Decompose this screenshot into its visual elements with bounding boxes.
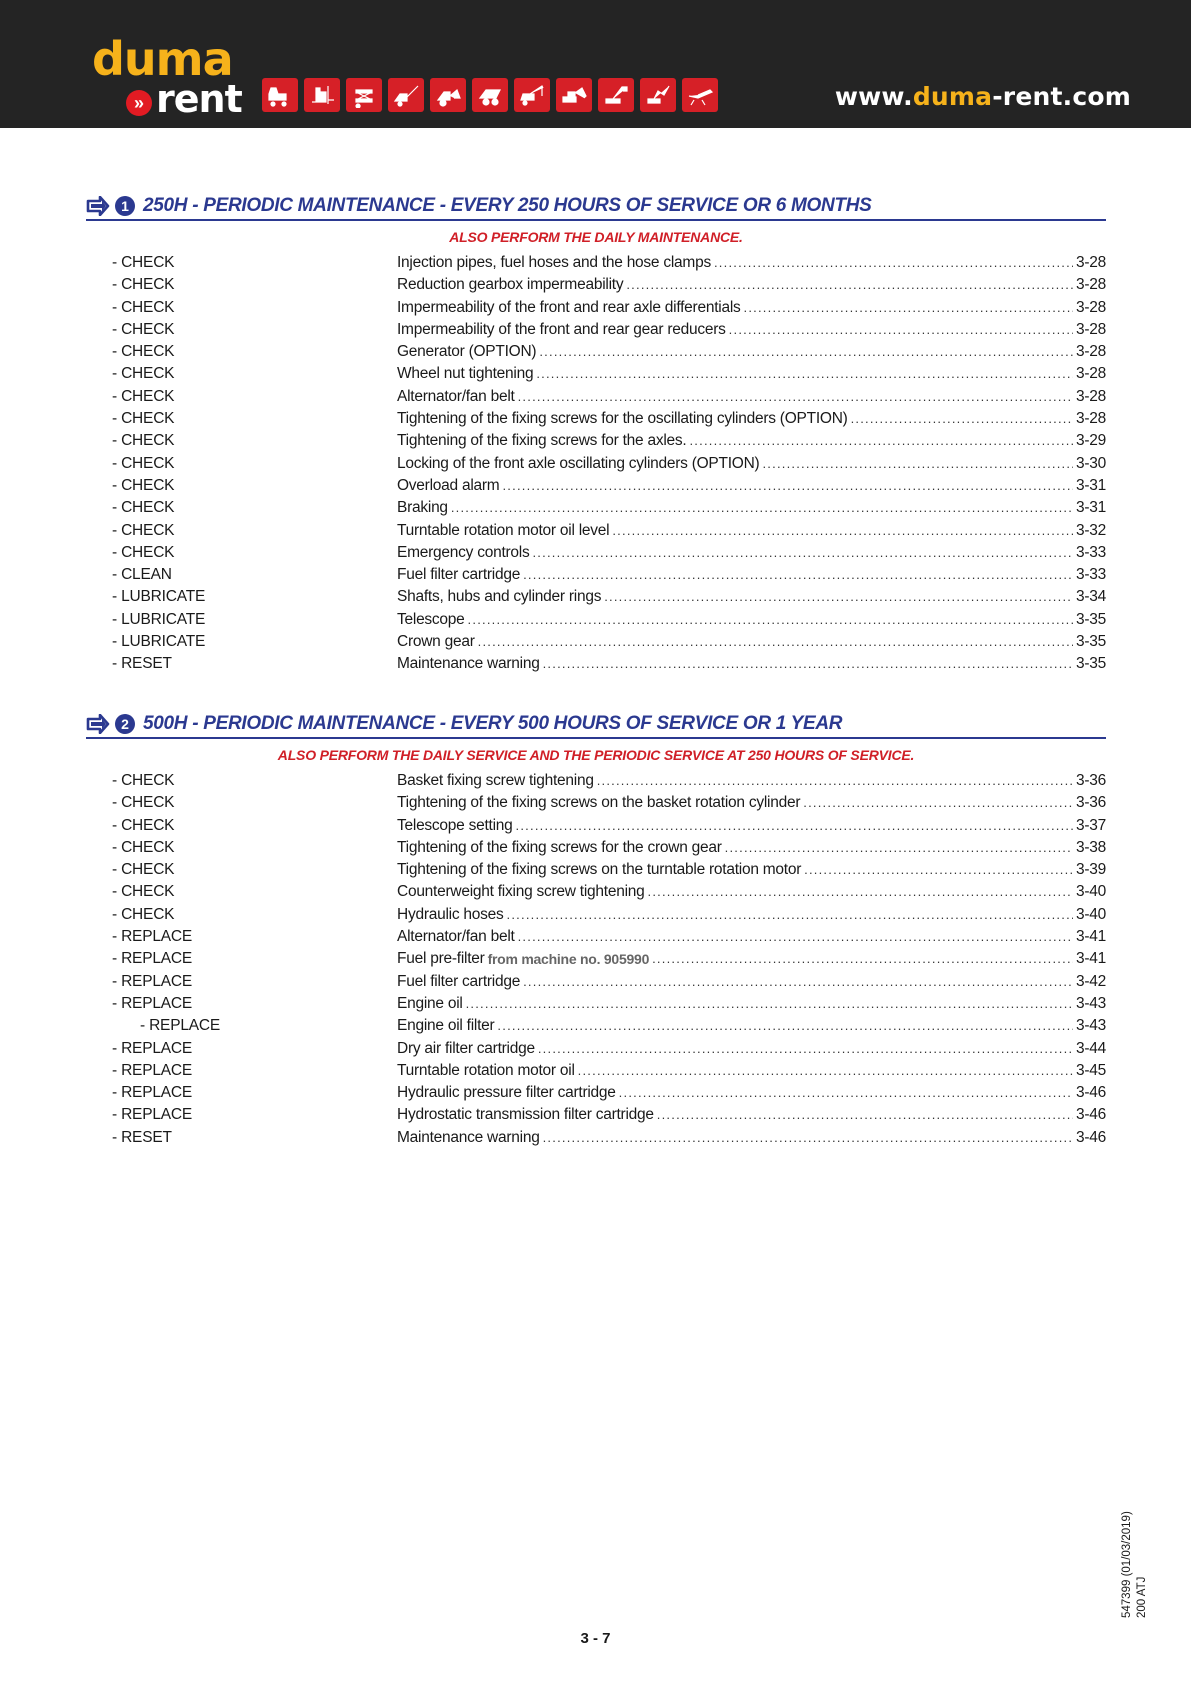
maintenance-description bbox=[397, 386, 1106, 408]
page-reference[interactable]: 3-40 bbox=[1075, 883, 1106, 901]
maintenance-row bbox=[86, 363, 1106, 385]
description-text: Basket fixing screw tightening bbox=[397, 772, 594, 789]
maintenance-row bbox=[86, 837, 1106, 859]
maintenance-action: - CHECK bbox=[112, 838, 175, 856]
description-text: Shafts, hubs and cylinder rings bbox=[397, 588, 602, 606]
maintenance-action: - REPLACE bbox=[112, 1061, 193, 1079]
maintenance-row bbox=[86, 542, 1106, 564]
maintenance-row bbox=[86, 792, 1106, 814]
maintenance-row bbox=[86, 252, 1106, 274]
dot-leader bbox=[803, 792, 1073, 814]
maintenance-description bbox=[397, 904, 1106, 926]
maintenance-description bbox=[397, 520, 1106, 542]
maintenance-list bbox=[86, 252, 1106, 676]
arrow-right-icon bbox=[86, 714, 110, 734]
maintenance-description bbox=[397, 1104, 1106, 1126]
dot-leader bbox=[729, 319, 1073, 341]
maintenance-action: - CHECK bbox=[112, 320, 175, 338]
maintenance-action: - CHECK bbox=[112, 343, 175, 361]
maintenance-row bbox=[86, 631, 1106, 653]
dot-leader bbox=[502, 475, 1073, 497]
excavator-icon bbox=[556, 78, 592, 112]
maintenance-description bbox=[397, 859, 1106, 881]
doc-model: 200 ATJ bbox=[1136, 1576, 1148, 1618]
maintenance-action: - CHECK bbox=[112, 298, 175, 316]
maintenance-row bbox=[86, 453, 1106, 475]
description-text: Telescope setting bbox=[397, 816, 513, 834]
maintenance-action: - LUBRICATE bbox=[112, 610, 206, 628]
maintenance-row bbox=[86, 993, 1106, 1015]
maintenance-description bbox=[397, 993, 1106, 1015]
description-text: Tightening of the fixing screws for the axles. bbox=[397, 432, 687, 450]
document-reference bbox=[1120, 1511, 1150, 1618]
maintenance-row bbox=[86, 564, 1106, 586]
maintenance-list bbox=[86, 770, 1106, 1149]
maintenance-description bbox=[397, 252, 1106, 274]
description-text: Hydraulic hoses bbox=[397, 905, 504, 923]
maintenance-row bbox=[86, 408, 1106, 430]
description-text: Engine oil bbox=[397, 994, 463, 1012]
page-reference[interactable]: 3-43 bbox=[1075, 994, 1106, 1012]
dot-leader bbox=[516, 815, 1073, 837]
maintenance-row bbox=[86, 1060, 1106, 1082]
dot-leader bbox=[689, 430, 1073, 452]
page-reference[interactable]: 3-28 bbox=[1075, 365, 1106, 383]
maintenance-row bbox=[86, 1082, 1106, 1104]
maintenance-description bbox=[397, 319, 1106, 341]
maintenance-row bbox=[86, 386, 1106, 408]
dot-leader bbox=[657, 1104, 1073, 1126]
dot-leader bbox=[851, 408, 1073, 430]
maintenance-action: - CHECK bbox=[112, 772, 175, 789]
page-reference[interactable]: 3-42 bbox=[1075, 972, 1106, 990]
description-text: Locking of the front axle oscillating cylinders (OPTION) bbox=[397, 454, 760, 472]
maintenance-action: - CHECK bbox=[112, 521, 175, 539]
maintenance-action: - CHECK bbox=[112, 861, 175, 879]
arrow-right-icon bbox=[86, 196, 110, 216]
section-title: 500H - PERIODIC MAINTENANCE - EVERY 500 HOURS OF SERVICE OR 1 YEAR bbox=[143, 713, 843, 734]
spider-lift-icon bbox=[682, 78, 718, 112]
maintenance-description bbox=[397, 653, 1106, 675]
forklift-icon bbox=[304, 78, 340, 112]
duma-rent-logo bbox=[92, 32, 242, 121]
page-reference[interactable]: 3-40 bbox=[1075, 905, 1106, 923]
maintenance-description bbox=[397, 971, 1106, 993]
dot-leader bbox=[619, 1082, 1073, 1104]
url-suffix: -rent.com bbox=[992, 82, 1131, 111]
page-reference[interactable]: 3-45 bbox=[1075, 1061, 1106, 1079]
logo-duma-text: duma bbox=[92, 32, 233, 86]
dot-leader bbox=[507, 904, 1073, 926]
page-reference[interactable]: 3-38 bbox=[1075, 838, 1106, 856]
dot-leader bbox=[604, 586, 1073, 608]
description-text: Counterweight fixing screw tightening bbox=[397, 883, 645, 901]
page-reference[interactable]: 3-39 bbox=[1075, 861, 1106, 879]
page-reference[interactable]: 3-31 bbox=[1075, 499, 1106, 517]
maintenance-description bbox=[397, 631, 1106, 653]
page-header bbox=[0, 0, 1191, 128]
page-reference[interactable]: 3-28 bbox=[1075, 276, 1106, 294]
description-text: Dry air filter cartridge bbox=[397, 1039, 535, 1057]
page-reference[interactable]: 3-28 bbox=[1075, 410, 1106, 428]
maintenance-row bbox=[86, 586, 1106, 608]
dot-leader bbox=[536, 363, 1073, 385]
section-heading bbox=[86, 193, 1106, 221]
maintenance-description bbox=[397, 341, 1106, 363]
description-text: Telescope bbox=[397, 610, 465, 628]
dot-leader bbox=[597, 770, 1073, 792]
page-reference[interactable]: 3-28 bbox=[1075, 320, 1106, 338]
dot-leader bbox=[518, 926, 1073, 948]
dot-leader bbox=[532, 542, 1072, 564]
maintenance-action: - CHECK bbox=[112, 365, 175, 383]
dot-leader bbox=[497, 1015, 1073, 1037]
maintenance-description bbox=[397, 586, 1106, 608]
maintenance-action: - CHECK bbox=[112, 816, 175, 834]
url-prefix: www. bbox=[834, 82, 913, 111]
description-text: Turntable rotation motor oil level bbox=[397, 521, 610, 539]
section-title: 250H - PERIODIC MAINTENANCE - EVERY 250 HOURS OF SERVICE OR 6 MONTHS bbox=[143, 195, 872, 216]
page-reference[interactable]: 3-30 bbox=[1075, 454, 1106, 472]
description-text: Reduction gearbox impermeability bbox=[397, 276, 624, 294]
page-reference[interactable]: 3-44 bbox=[1075, 1039, 1106, 1057]
maintenance-action: - REPLACE bbox=[112, 994, 193, 1012]
logo-chevron-icon: » bbox=[126, 90, 152, 116]
page-reference[interactable]: 3-28 bbox=[1075, 298, 1106, 316]
dot-leader bbox=[539, 341, 1073, 363]
dot-leader bbox=[538, 1038, 1073, 1060]
page-reference[interactable]: 3-34 bbox=[1075, 588, 1106, 606]
description-text: Tightening of the fixing screws on the basket rotation cylinder bbox=[397, 794, 801, 812]
page-reference[interactable]: 3-32 bbox=[1075, 521, 1106, 539]
page-reference[interactable]: 3-31 bbox=[1075, 476, 1106, 494]
page-reference[interactable]: 3-35 bbox=[1075, 655, 1106, 673]
description-text: Maintenance warning bbox=[397, 1128, 540, 1146]
maintenance-description bbox=[397, 297, 1106, 319]
page-reference[interactable]: 3-46 bbox=[1075, 1084, 1106, 1102]
dot-leader bbox=[466, 993, 1073, 1015]
doc-ref-code: 547399 (01/03/2019) bbox=[1121, 1511, 1133, 1618]
maintenance-action: - CHECK bbox=[112, 387, 175, 405]
scissor-lift-icon bbox=[346, 78, 382, 112]
description-text: Hydraulic pressure filter cartridge bbox=[397, 1084, 616, 1102]
maintenance-action: - REPLACE bbox=[140, 1017, 221, 1035]
description-text: Tightening of the fixing screws for the crown gear bbox=[397, 838, 722, 856]
page-reference[interactable]: 3-28 bbox=[1075, 254, 1106, 271]
maintenance-row bbox=[86, 971, 1106, 993]
description-text: Tightening of the fixing screws for the oscillating cylinders (OPTION) bbox=[397, 410, 848, 428]
maintenance-row bbox=[86, 1038, 1106, 1060]
page-reference[interactable]: 3-37 bbox=[1075, 816, 1106, 834]
maintenance-action: - REPLACE bbox=[112, 928, 193, 946]
section-note: ALSO PERFORM THE DAILY SERVICE AND THE PERIODIC SERVICE AT 250 HOURS OF SERVICE. bbox=[277, 747, 915, 763]
maintenance-action: - CHECK bbox=[112, 499, 175, 517]
maintenance-action: - LUBRICATE bbox=[112, 588, 206, 606]
dot-leader bbox=[523, 564, 1073, 586]
dot-leader bbox=[543, 653, 1073, 675]
maintenance-row bbox=[86, 520, 1106, 542]
maintenance-description bbox=[397, 926, 1106, 948]
maintenance-description bbox=[397, 1127, 1106, 1149]
dot-leader bbox=[518, 386, 1073, 408]
maintenance-row bbox=[86, 904, 1106, 926]
dot-leader bbox=[523, 971, 1073, 993]
description-text: Generator (OPTION) bbox=[397, 343, 537, 361]
page-reference[interactable]: 3-35 bbox=[1075, 610, 1106, 628]
maintenance-row bbox=[86, 653, 1106, 675]
maintenance-action: - CHECK bbox=[112, 794, 175, 812]
dot-leader bbox=[468, 609, 1073, 631]
section-number-badge: 1 bbox=[115, 196, 135, 216]
maintenance-row bbox=[86, 770, 1106, 792]
dot-leader bbox=[451, 497, 1073, 519]
page-reference[interactable]: 3-29 bbox=[1075, 432, 1106, 450]
maintenance-description bbox=[397, 1038, 1106, 1060]
maintenance-description bbox=[397, 1015, 1106, 1037]
maintenance-row bbox=[86, 859, 1106, 881]
page-reference[interactable]: 3-28 bbox=[1075, 387, 1106, 405]
maintenance-description bbox=[397, 948, 1106, 970]
mini-excavator-icon bbox=[262, 78, 298, 112]
dumper-icon bbox=[472, 78, 508, 112]
dot-leader bbox=[626, 274, 1073, 296]
maintenance-row bbox=[86, 319, 1106, 341]
wheel-loader-icon bbox=[430, 78, 466, 112]
maintenance-description bbox=[397, 564, 1106, 586]
maintenance-row bbox=[86, 430, 1106, 452]
website-url[interactable] bbox=[835, 82, 1131, 111]
maintenance-description bbox=[397, 363, 1106, 385]
dot-leader bbox=[478, 631, 1073, 653]
maintenance-section-250h bbox=[86, 193, 1106, 676]
maintenance-action: - REPLACE bbox=[112, 972, 193, 990]
maintenance-action: - REPLACE bbox=[112, 1084, 193, 1102]
machine-icons-strip bbox=[262, 78, 718, 112]
maintenance-description bbox=[397, 837, 1106, 859]
description-text: Engine oil filter bbox=[397, 1017, 495, 1035]
page-reference[interactable]: 3-33 bbox=[1075, 566, 1106, 584]
page-reference[interactable]: 3-35 bbox=[1075, 633, 1106, 651]
maintenance-description bbox=[397, 770, 1106, 792]
maintenance-row bbox=[86, 881, 1106, 903]
maintenance-row bbox=[86, 475, 1106, 497]
logo-rent-text: rent bbox=[156, 77, 242, 121]
maintenance-action: - REPLACE bbox=[112, 1039, 193, 1057]
description-text: Alternator/fan belt bbox=[397, 928, 515, 946]
description-text: Fuel filter cartridge bbox=[397, 972, 521, 990]
maintenance-row bbox=[86, 1104, 1106, 1126]
articulated-boom-icon bbox=[640, 78, 676, 112]
maintenance-row bbox=[86, 1127, 1106, 1149]
maintenance-action: - CHECK bbox=[112, 543, 175, 561]
section-number-badge: 2 bbox=[115, 714, 135, 734]
maintenance-row bbox=[86, 948, 1106, 970]
maintenance-row bbox=[86, 815, 1106, 837]
page-number: 3 - 7 bbox=[580, 1630, 611, 1647]
dot-leader bbox=[578, 1060, 1073, 1082]
maintenance-action: - CHECK bbox=[112, 432, 175, 450]
maintenance-description bbox=[397, 609, 1106, 631]
description-text: Injection pipes, fuel hoses and the hose clamps bbox=[397, 254, 711, 271]
maintenance-action: - CHECK bbox=[112, 254, 175, 271]
dot-leader bbox=[714, 252, 1073, 274]
description-text: Tightening of the fixing screws on the turntable rotation motor bbox=[397, 861, 802, 879]
maintenance-row bbox=[86, 1015, 1106, 1037]
description-text: Overload alarm bbox=[397, 476, 500, 494]
description-text: Turntable rotation motor oil bbox=[397, 1061, 575, 1079]
description-text: Crown gear bbox=[397, 633, 475, 651]
boom-lift-icon bbox=[598, 78, 634, 112]
dot-leader bbox=[762, 453, 1073, 475]
maintenance-description bbox=[397, 792, 1106, 814]
telehandler-icon bbox=[388, 78, 424, 112]
page-reference[interactable]: 3-33 bbox=[1075, 543, 1106, 561]
section-note: ALSO PERFORM THE DAILY MAINTENANCE. bbox=[449, 229, 743, 245]
description-text: Impermeability of the front and rear axle differentials bbox=[397, 298, 741, 316]
maintenance-description bbox=[397, 475, 1106, 497]
maintenance-action: - CHECK bbox=[112, 410, 175, 428]
maintenance-row bbox=[86, 609, 1106, 631]
dot-leader bbox=[804, 859, 1073, 881]
maintenance-action: - CHECK bbox=[112, 276, 175, 294]
maintenance-action: - CHECK bbox=[112, 883, 175, 901]
maintenance-action: - RESET bbox=[112, 655, 172, 673]
maintenance-action: - CHECK bbox=[112, 905, 175, 923]
maintenance-description bbox=[397, 542, 1106, 564]
page-reference[interactable]: 3-28 bbox=[1075, 343, 1106, 361]
page-reference[interactable]: 3-41 bbox=[1075, 950, 1106, 968]
description-text: Alternator/fan belt bbox=[397, 387, 515, 405]
maintenance-description bbox=[397, 453, 1106, 475]
maintenance-action: - LUBRICATE bbox=[112, 633, 206, 651]
section-heading bbox=[86, 711, 1106, 739]
maintenance-row bbox=[86, 297, 1106, 319]
page-reference[interactable]: 3-46 bbox=[1075, 1106, 1106, 1124]
maintenance-row bbox=[86, 497, 1106, 519]
page-reference[interactable]: 3-36 bbox=[1075, 794, 1106, 812]
page-reference[interactable]: 3-43 bbox=[1075, 1017, 1106, 1035]
description-extra: from machine no. 905990 bbox=[487, 951, 650, 968]
description-text: Hydrostatic transmission filter cartridge bbox=[397, 1106, 654, 1124]
maintenance-description bbox=[397, 497, 1106, 519]
description-text: Impermeability of the front and rear gear reducers bbox=[397, 320, 726, 338]
url-accent: duma bbox=[912, 82, 993, 111]
maintenance-description bbox=[397, 430, 1106, 452]
page-reference[interactable]: 3-36 bbox=[1075, 772, 1106, 789]
description-text: Fuel filter cartridge bbox=[397, 566, 521, 584]
maintenance-description bbox=[397, 1060, 1106, 1082]
description-text: Wheel nut tightening bbox=[397, 365, 534, 383]
maintenance-action: - CLEAN bbox=[112, 566, 172, 584]
page-reference[interactable]: 3-41 bbox=[1075, 928, 1106, 946]
dot-leader bbox=[744, 297, 1073, 319]
maintenance-action: - REPLACE bbox=[112, 950, 193, 968]
maintenance-action: - CHECK bbox=[112, 454, 175, 472]
dot-leader bbox=[648, 881, 1073, 903]
maintenance-row bbox=[86, 274, 1106, 296]
description-text: Braking bbox=[397, 499, 448, 517]
maintenance-section-500h bbox=[86, 711, 1106, 1149]
dot-leader bbox=[543, 1127, 1073, 1149]
maintenance-description bbox=[397, 815, 1106, 837]
description-text: Fuel pre-filter bbox=[397, 950, 485, 968]
maintenance-action: - RESET bbox=[112, 1128, 172, 1146]
dot-leader bbox=[652, 948, 1073, 970]
maintenance-action: - CHECK bbox=[112, 476, 175, 494]
dot-leader bbox=[725, 837, 1073, 859]
maintenance-description bbox=[397, 1082, 1106, 1104]
maintenance-action: - REPLACE bbox=[112, 1106, 193, 1124]
dot-leader bbox=[612, 520, 1073, 542]
description-text: Maintenance warning bbox=[397, 655, 540, 673]
maintenance-description bbox=[397, 881, 1106, 903]
crane-icon bbox=[514, 78, 550, 112]
maintenance-description bbox=[397, 274, 1106, 296]
description-text: Emergency controls bbox=[397, 543, 530, 561]
maintenance-row bbox=[86, 341, 1106, 363]
page-reference[interactable]: 3-46 bbox=[1075, 1128, 1106, 1146]
maintenance-row bbox=[86, 926, 1106, 948]
maintenance-description bbox=[397, 408, 1106, 430]
